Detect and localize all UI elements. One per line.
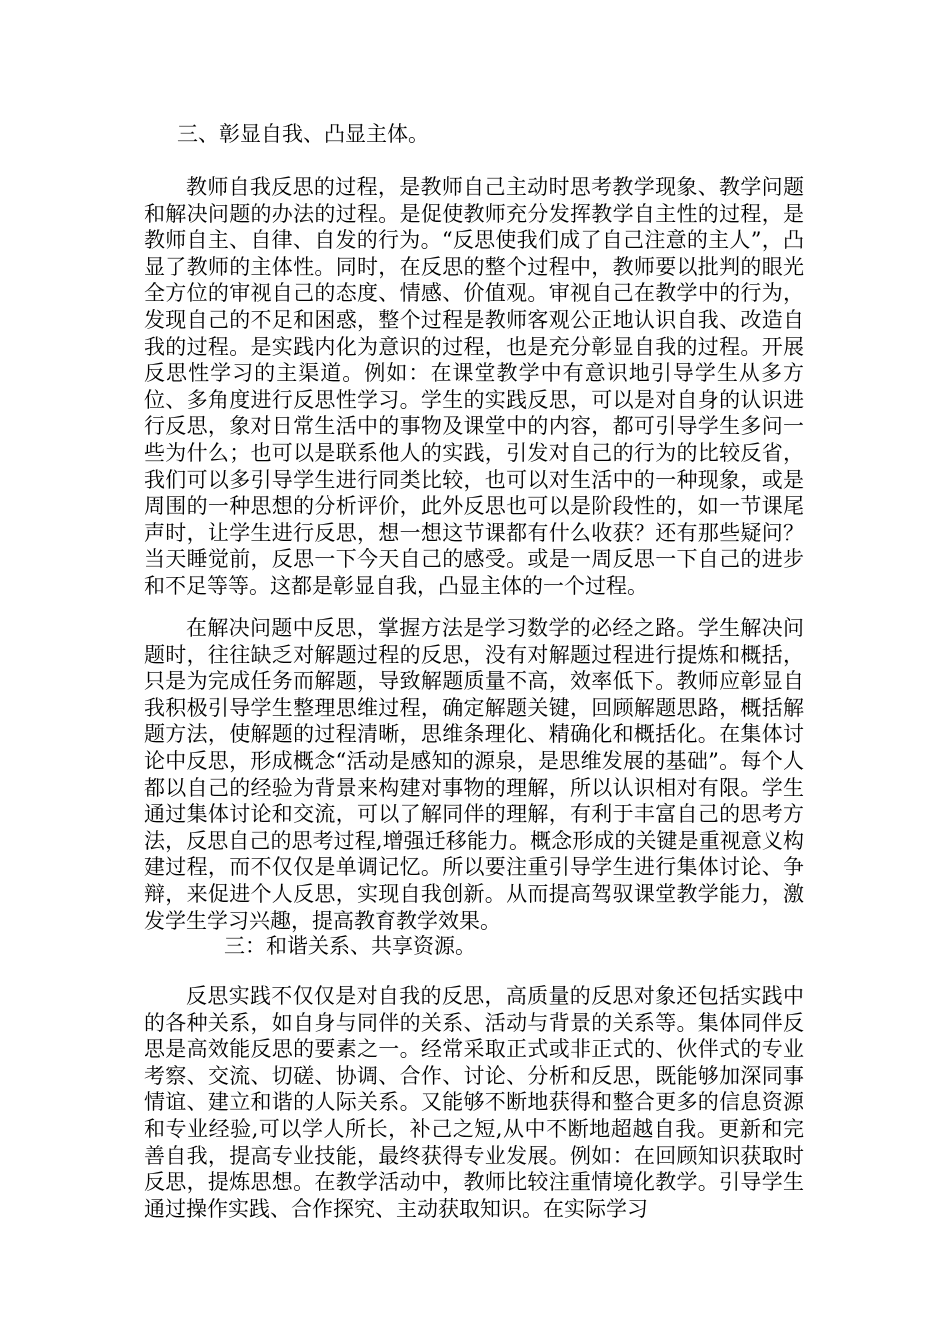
paragraph-3: 反思实践不仅仅是对自我的反思，高质量的反思对象还包括实践中的各种关系，如自身与同伴的关系、活动与背景的关系等。集体同伴反思是高效能反思的要素之一。经常采取正式或非正式的、伙伴式的专业考察、交流、切磋、协调、合作、讨论、分析和反思，既能够加深同事情谊、建立和谐的人际关系。又能够不断地获得和整合更多的信息资源和专业经验,可以学人所长，补己之短,从中不断地超越自我。更新和完善自我，提高专业技能，最终获得专业发展。例如：在回顾知识获取时反思，提炼思想。在教学活动中，教师比较注重情境化教学。引导学生通过操作实践、合作探究、主动获取知识。在实际学习 [144, 984, 804, 1221]
paragraph-2: 在解决问题中反思，掌握方法是学习数学的必经之路。学生解决问题时，往往缺乏对解题过程的反思，没有对解题过程进行提炼和概括，只是为完成任务而解题，导致解题质量不高，效率低下。教师应彰显自我积极引导学生整理思维过程，确定解题关键，回顾解题思路，概括解题方法，使解题的过程清晰，思维条理化、精确化和概括化。在集体讨论中反思，形成概念“活动是感知的源泉，是思维发展的基础”。每个人都以自己的经验为背景来构建对事物的理解，所以认识相对有限。学生通过集体讨论和交流，可以了解同伴的理解，有利于丰富自己的思考方法，反思自己的思考过程,增强迁移能力。概念形成的关键是重视意义构建过程，而不仅仅是单调记忆。所以要注重引导学生进行集体讨论、争辩，来促进个人反思，实现自我创新。从而提高驾驭课堂教学能力，激发学生学习兴趣，提高教育教学效果。 [144, 616, 804, 933]
paragraph-1: 教师自我反思的过程，是教师自己主动时思考教学现象、教学问题和解决问题的办法的过程。是促使教师充分发挥教学自主性的过程，是教师自主、自律、自发的行为。“反思使我们成了自己注意的主人”，凸显了教师的主体性。同时，在反思的整个过程中，教师要以批判的眼光全方位的审视自己的态度、情感、价值观。审视自己在教学中的行为，发现自己的不足和困惑，整个过程是教师客观公正地认识自我、改造自我的过程。是实践内化为意识的过程，也是充分彰显自我的过程。开展反思性学习的主渠道。例如：在课堂教学中有意识地引导学生从多方位、多角度进行反思性学习。学生的实践反思，可以是对自身的认识进行反思，象对日常生活中的事物及课堂中的内容，都可引导学生多问一些为什么；也可以是联系他人的实践，引发对自己的行为的比较反省，我们可以多引导学生进行同类比较，也可以对生活中的一种现象，或是周围的一种思想的分析评价，此外反思也可以是阶段性的，如一节课尾声时，让学生进行反思，想一想这节课都有什么收获？还有那些疑问？当天睡觉前，反思一下今天自己的感受。或是一周反思一下自己的进步和不足等等。这都是彰显自我，凸显主体的一个过程。 [144, 175, 804, 598]
section-heading-1: 三、彰显自我、凸显主体。 [177, 122, 429, 146]
section-heading-2: 三：和谐关系、共享资源。 [224, 934, 476, 958]
